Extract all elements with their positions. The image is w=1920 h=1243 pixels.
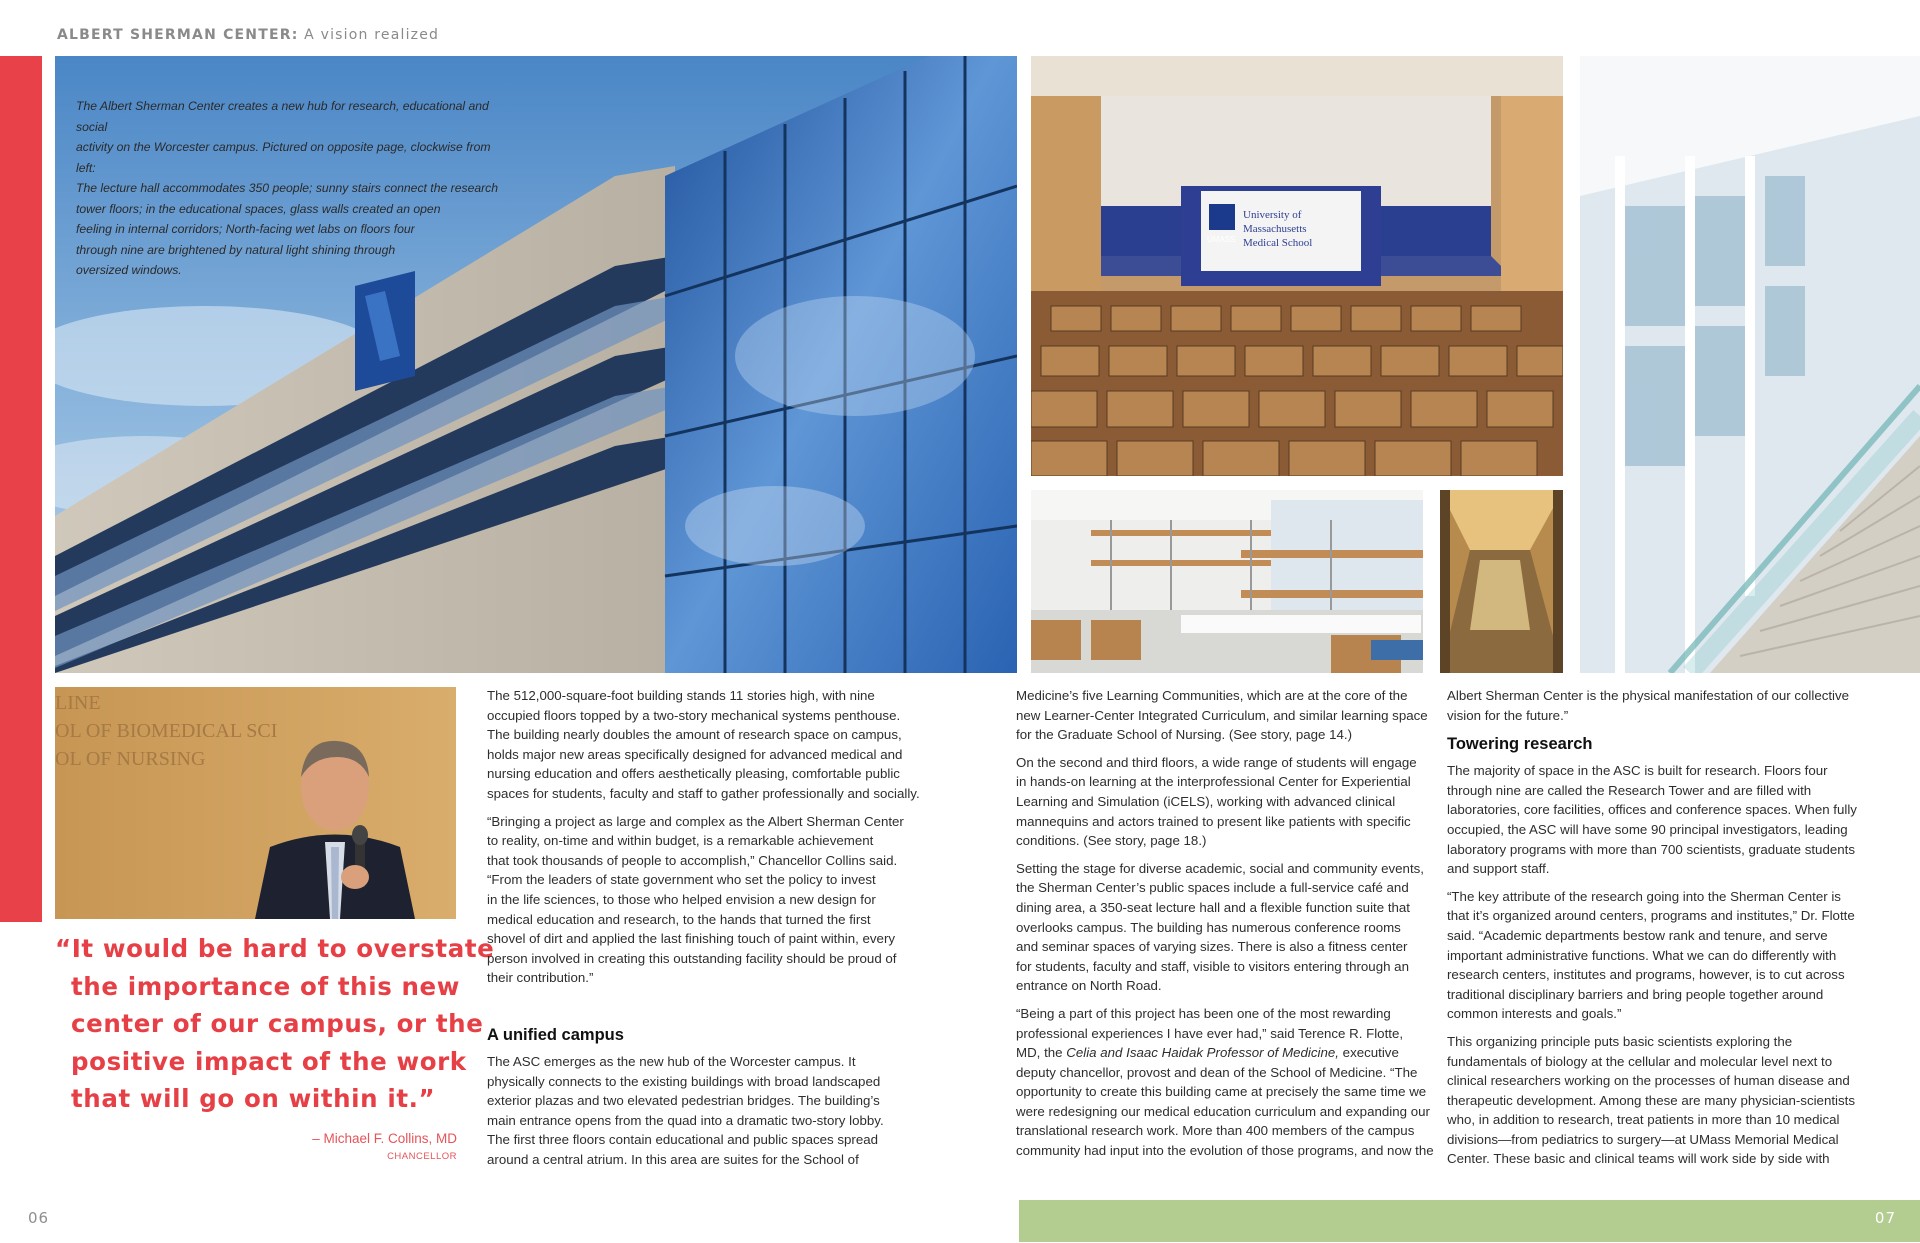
text-line: medical education and research, to the hands that turned the first [487,911,871,927]
quote-line: “It would be hard to overstate [55,934,495,963]
quote-line: that will go on within it.” [71,1084,436,1113]
article-column-3 [1447,686,1867,1177]
lecture-sign-line: Massachusetts [1243,223,1307,235]
text-line: in the life sciences, to those who helped envision a new design for [487,891,876,907]
caption-line: activity on the Worcester campus. Pictured on opposite page, clockwise from left: [76,140,491,175]
text-line: Setting the stage for diverse academic, social and community events, [1016,860,1424,876]
text-line: and support staff. [1447,861,1550,877]
article-column-1 [487,686,920,1177]
text-line: exterior plazas and two elevated pedestrian bridges. The building’s [487,1093,880,1109]
text-line: The majority of space in the ASC is built for research. Floors four [1447,763,1828,779]
text-line: “From the leaders of state government who set the policy to invest [487,872,876,888]
text-line: The building nearly doubles the amount of research space on campus, [487,727,902,743]
quote-line: the importance of this new [71,971,461,1001]
section-heading-towering-research: Towering research [1447,735,1593,754]
text-line: clinical researchers working on the processes of human disease and [1447,1073,1850,1089]
red-accent-bar [0,56,42,922]
text-line: Albert Sherman Center is the physical manifestation of our collective [1447,688,1850,703]
text-line: for students, faculty and staff, visible to visitors entering through an [1016,958,1409,974]
caption-line: oversized windows. [76,263,182,277]
text-line: On the second and third floors, a wide range of students will engage [1016,754,1417,770]
section-header [57,27,439,43]
quote-attribution-title: CHANCELLOR [387,1151,457,1162]
caption-line: The Albert Sherman Center creates a new hub for research, educational and social [76,99,489,134]
text-line: The 512,000-square-foot building stands 11 stories high, with nine [487,688,875,703]
text-line: “Bringing a project as large and complex as the Albert Sherman Center [487,813,904,829]
paragraph [487,1052,907,1170]
green-footer-bar [1019,1200,1920,1242]
photo-caption [76,96,506,281]
paragraph [1447,1032,1867,1169]
page-number-right: 07 [1874,1209,1896,1227]
page-number-left: 06 [28,1209,50,1227]
text-line: who, in addition to research, treat patients in more than 10 medical [1447,1112,1840,1128]
caption-line: feeling in internal corridors; North-facing wet labs on floors four [76,222,415,236]
quote-line: center of our campus, or the [71,1009,484,1038]
article-column-2 [1016,686,1436,1169]
text-line: dining area, a 350-seat lecture hall and a flexible function suite that [1016,899,1410,915]
text-line: Medicine’s five Learning Communities, which are at the core of the [1016,688,1408,703]
text-line: vision for the future.” [1447,707,1569,723]
text-line: therapeutic development. Among these are many physician-scientists [1447,1092,1855,1108]
lecture-sign-line: Medical School [1243,237,1313,249]
text-line: The ASC emerges as the new hub of the Worcester campus. It [487,1053,856,1069]
text-line: mannequins and actors trained to present like patients with specific [1016,813,1411,829]
paragraph [1447,686,1867,725]
text-line: divisions—from pediatrics to surgery—at UMass Memorial Medical [1447,1131,1839,1147]
text-line: entrance on North Road. [1016,978,1162,994]
wet-lab-photo [1031,490,1423,673]
text-line: spaces for students, faculty and staff to gather professionally and socially. [487,785,920,801]
text-line: and seminar spaces of varying sizes. There is also a fitness center [1016,939,1408,955]
text-line: around a central atrium. In this area are suites for the School of [487,1151,859,1167]
chancellor-speaking-photo [55,687,456,919]
text-line: Learning and Simulation (iCELS), working with advanced clinical [1016,793,1396,809]
paragraph [1447,887,1867,1024]
text-line: that took thousands of people to accomplish,” Chancellor Collins said. [487,852,898,868]
section-header-subtitle: A vision realized [304,27,440,43]
text-line: traditional disciplinary barriers and bring people together around [1447,986,1824,1002]
wall-sign-line: OL OF BIOMEDICAL SCI [55,720,278,742]
caption-line: tower floors; in the educational spaces, glass walls created an open [76,201,441,216]
lecture-logo-text: UMASS [1207,235,1236,244]
text-line: Center. These basic and clinical teams will work side by side with [1447,1151,1830,1167]
text-line: opportunity to create this building came at precisely the same time we [1016,1084,1427,1100]
paragraph [1016,753,1436,851]
stairs-photo [1580,56,1920,673]
text-line: “The key attribute of the research going into the Sherman Center is [1447,888,1841,904]
section-heading-unified-campus: A unified campus [487,1025,624,1044]
text-line: conditions. (See story, page 18.) [1016,833,1207,849]
text-line: research centers, institutes and programs, however, is to cut across [1447,967,1845,983]
text-line: in hands-on learning at the interprofessional Center for Experiential [1016,774,1411,790]
text-line: nursing education and offers aesthetically pleasing, comfortable public [487,766,900,782]
text-line: the Sherman Center’s public spaces include a full-service café and [1016,880,1409,896]
paragraph [1016,686,1436,745]
caption-line: through nine are brightened by natural light shining through [76,242,396,257]
text-line: occupied floors topped by a two-story mechanical systems penthouse. [487,707,901,723]
text-line: common interests and goals.” [1447,1006,1622,1022]
text-line: important administrative functions. What we can do differently with [1447,947,1837,963]
text-line: occupied, the ASC will have some 90 principal investigators, leading [1447,821,1848,837]
text-line: their contribution.” [487,970,594,986]
text-line: fundamentals of biology at the cellular and molecular level next to [1447,1053,1833,1069]
text-line: physically connects to the existing buildings with broad landscaped [487,1073,881,1089]
text-fragment: executive [1338,1045,1399,1061]
caption-line: The lecture hall accommodates 350 people; sunny stairs connect the research [76,181,499,195]
quote-attribution: – Michael F. Collins, MD [312,1131,457,1146]
paragraph [487,686,920,804]
text-line: that it’s organized around centers, programs and institutes,” Dr. Flotte [1447,908,1855,924]
wall-sign-line: OL OF NURSING [55,748,206,770]
paragraph [1016,1004,1436,1161]
paragraph [1447,761,1867,879]
professorship-title: Celia and Isaac Haidak Professor of Medicine, [1066,1045,1339,1061]
text-line: professional experiences I have ever had,” said Terence R. Flotte, [1016,1025,1404,1041]
text-line: community had input into the evolution of those programs, and now the [1016,1143,1434,1159]
text-line: holds major new areas specifically designed for advanced medical and [487,746,903,762]
text-line: main entrance opens from the quad into a dramatic two-story lobby. [487,1112,884,1128]
text-line: said. “Academic departments bestow rank and tenure, and serve [1447,927,1828,943]
text-line: laboratory programs with more than 700 scientists, graduate students [1447,841,1855,857]
text-line: “Being a part of this project has been one of the most rewarding [1016,1005,1391,1021]
text-line: new Learner-Center Integrated Curriculum, and similar learning space [1016,707,1428,723]
text-line: overlooks campus. The building has numerous conference rooms [1016,919,1401,935]
quote-line: positive impact of the work [71,1046,467,1076]
text-line: to reality, on-time and within budget, is a remarkable achievement [487,833,874,849]
glass-corridor-photo [1440,490,1563,673]
text-line: person involved in creating this outstanding facility should be proud of [487,950,897,966]
text-line: The first three floors contain educational and public spaces spread [487,1132,879,1148]
pull-quote [55,930,495,1118]
section-header-strong: ALBERT SHERMAN CENTER: [57,27,299,43]
text-line [1016,1043,1436,1063]
text-line: This organizing principle puts basic scientists exploring the [1447,1033,1793,1049]
text-line: were redesigning our medical education curriculum and expanding our [1016,1103,1430,1119]
text-line: through nine are called the Research Tower and are filled with [1447,782,1812,798]
text-line: translational research work. More than 400 members of the campus [1016,1123,1415,1139]
text-line: for the Graduate School of Nursing. (See story, page 14.) [1016,727,1353,743]
paragraph [487,812,907,988]
lecture-hall-photo [1031,56,1563,476]
text-line: deputy chancellor, provost and dean of the School of Medicine. “The [1016,1064,1418,1080]
lecture-sign-line: University of [1243,209,1302,221]
text-line: shovel of dirt and applied the last finishing touch of paint within, every [487,931,896,947]
text-fragment: MD, the [1016,1045,1067,1061]
wall-sign-line: LINE [55,692,101,714]
paragraph [1016,859,1436,996]
text-line: laboratories, core facilities, offices and conference spaces. When fully [1447,802,1857,818]
